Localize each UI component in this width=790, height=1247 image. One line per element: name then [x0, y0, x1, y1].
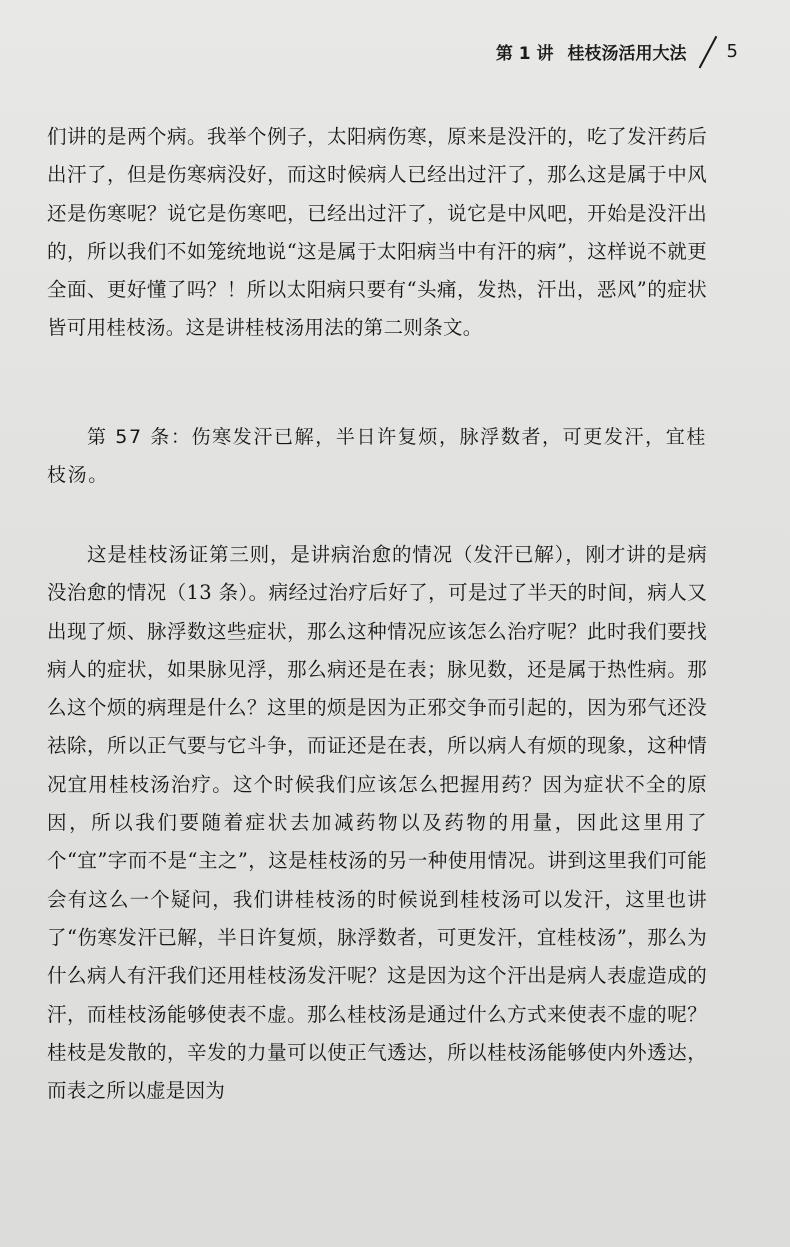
header-divider	[697, 36, 719, 66]
paragraph-1: 们讲的是两个病。我举个例子，太阳病伤寒，原来是没汗的，吃了发汗药后出汗了，但是伤寒病没好，而这时候病人已经出过汗了，那么这是属于中风还是伤寒呢？说它是伤寒吧，已经出过汗了，说它是中风吧，开始是没汗出的，所以我们不如笼统地说“这是属于太阳病当中有汗的病”，这样说不就更全面、更好懂了吗？！所以太阳病只要有“头痛，发热，汗出，恶风”的症状皆可用桂枝汤。这是讲桂枝汤用法的第二则条文。	[47, 125, 707, 340]
paragraph-3-block	[47, 536, 707, 1110]
page-number: 5	[726, 40, 738, 62]
paragraph-3: 这是桂枝汤证第三则，是讲病治愈的情况（发汗已解），刚才讲的是病没治愈的情况（13 条）。病经过治疗后好了，可是过了半天的时间，病人又出现了烦、脉浮数这些症状，那么这种情况应该怎么治疗呢？此时我们要找病人的症状，如果脉见浮，那么病还是在表；脉见数，还是属于热性病。那么这个烦的病理是什么？这里的烦是因为正邪交争而引起的，因为邪气还没祛除，所以正气要与它斗争，而证还是在表，所以病人有烦的现象，这种情况宜用桂枝汤治疗。这个时候我们应该怎么把握用药？因为症状不全的原因，所以我们要随着症状去加减药物以及药物的用量，因此这里用了个“宜”字而不是“主之”，这是桂枝汤的另一种使用情况。讲到这里我们可能会有这么一个疑问，我们讲桂枝汤的时候说到桂枝汤可以发汗，这里也讲了“伤寒发汗已解，半日许复烦，脉浮数者，可更发汗，宜桂枝汤”，那么为什么病人有汗我们还用桂枝汤发汗呢？这是因为这个汗出是病人表虚造成的汗，而桂枝汤能够使表不虚。那么桂枝汤是通过什么方式来使表不虚的呢？桂枝是发散的，辛发的力量可以使正气透达，所以桂枝汤能够使内外透达，而表之所以虚是因为	[47, 543, 707, 1103]
chapter-label: 第 1 讲	[495, 43, 554, 64]
chapter-title: 桂枝汤活用大法	[567, 43, 687, 64]
quoted-article-block	[47, 418, 707, 495]
paragraph-1-block	[47, 118, 707, 348]
running-header	[496, 34, 738, 68]
quoted-article-57: 第 57 条：伤寒发汗已解，半日许复烦，脉浮数者，可更发汗，宜桂枝汤。	[47, 426, 707, 487]
